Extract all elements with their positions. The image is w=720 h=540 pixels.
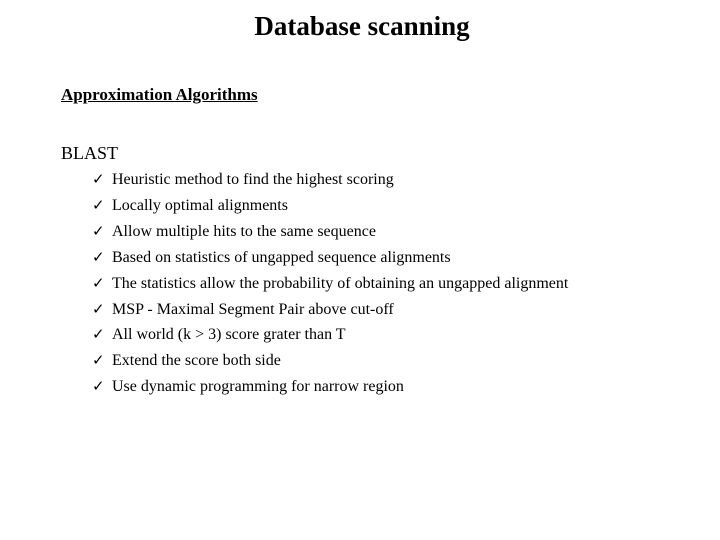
list-item	[92, 219, 568, 245]
check-icon: ✓	[92, 247, 105, 266]
list-item-text: Based on statistics of ungapped sequence alignments	[112, 248, 451, 266]
list-item-text: Allow multiple hits to the same sequence	[112, 222, 376, 240]
list-item-text: Use dynamic programming for narrow region	[112, 378, 404, 396]
section-heading: BLAST	[61, 143, 119, 163]
list-item	[92, 193, 568, 219]
list-item	[92, 245, 568, 271]
check-icon: ✓	[92, 377, 105, 396]
list-item-text: MSP - Maximal Segment Pair above cut-off	[112, 300, 394, 318]
list-item-text: Extend the score both side	[112, 352, 281, 370]
list-item	[92, 322, 568, 348]
list-item-text: Locally optimal alignments	[112, 196, 288, 214]
check-icon: ✓	[92, 351, 105, 370]
list-item	[92, 167, 568, 193]
list-item-text: All world (k > 3) score grater than T	[112, 326, 346, 344]
list-item-text: The statistics allow the probability of obtaining an ungapped alignment	[112, 274, 569, 292]
slide-subtitle: Approximation Algorithms	[61, 85, 258, 104]
list-item	[92, 348, 568, 374]
check-icon: ✓	[92, 195, 105, 214]
list-item	[92, 297, 568, 323]
list-item	[92, 374, 568, 400]
check-icon: ✓	[92, 170, 105, 188]
check-icon: ✓	[92, 325, 105, 344]
list-item-text: Heuristic method to find the highest scoring	[112, 171, 394, 188]
list-item	[92, 271, 568, 297]
bullet-list	[92, 167, 568, 400]
check-icon: ✓	[92, 221, 105, 240]
slide-title: Database scanning	[254, 11, 470, 41]
check-icon: ✓	[92, 299, 105, 318]
check-icon: ✓	[92, 273, 105, 292]
